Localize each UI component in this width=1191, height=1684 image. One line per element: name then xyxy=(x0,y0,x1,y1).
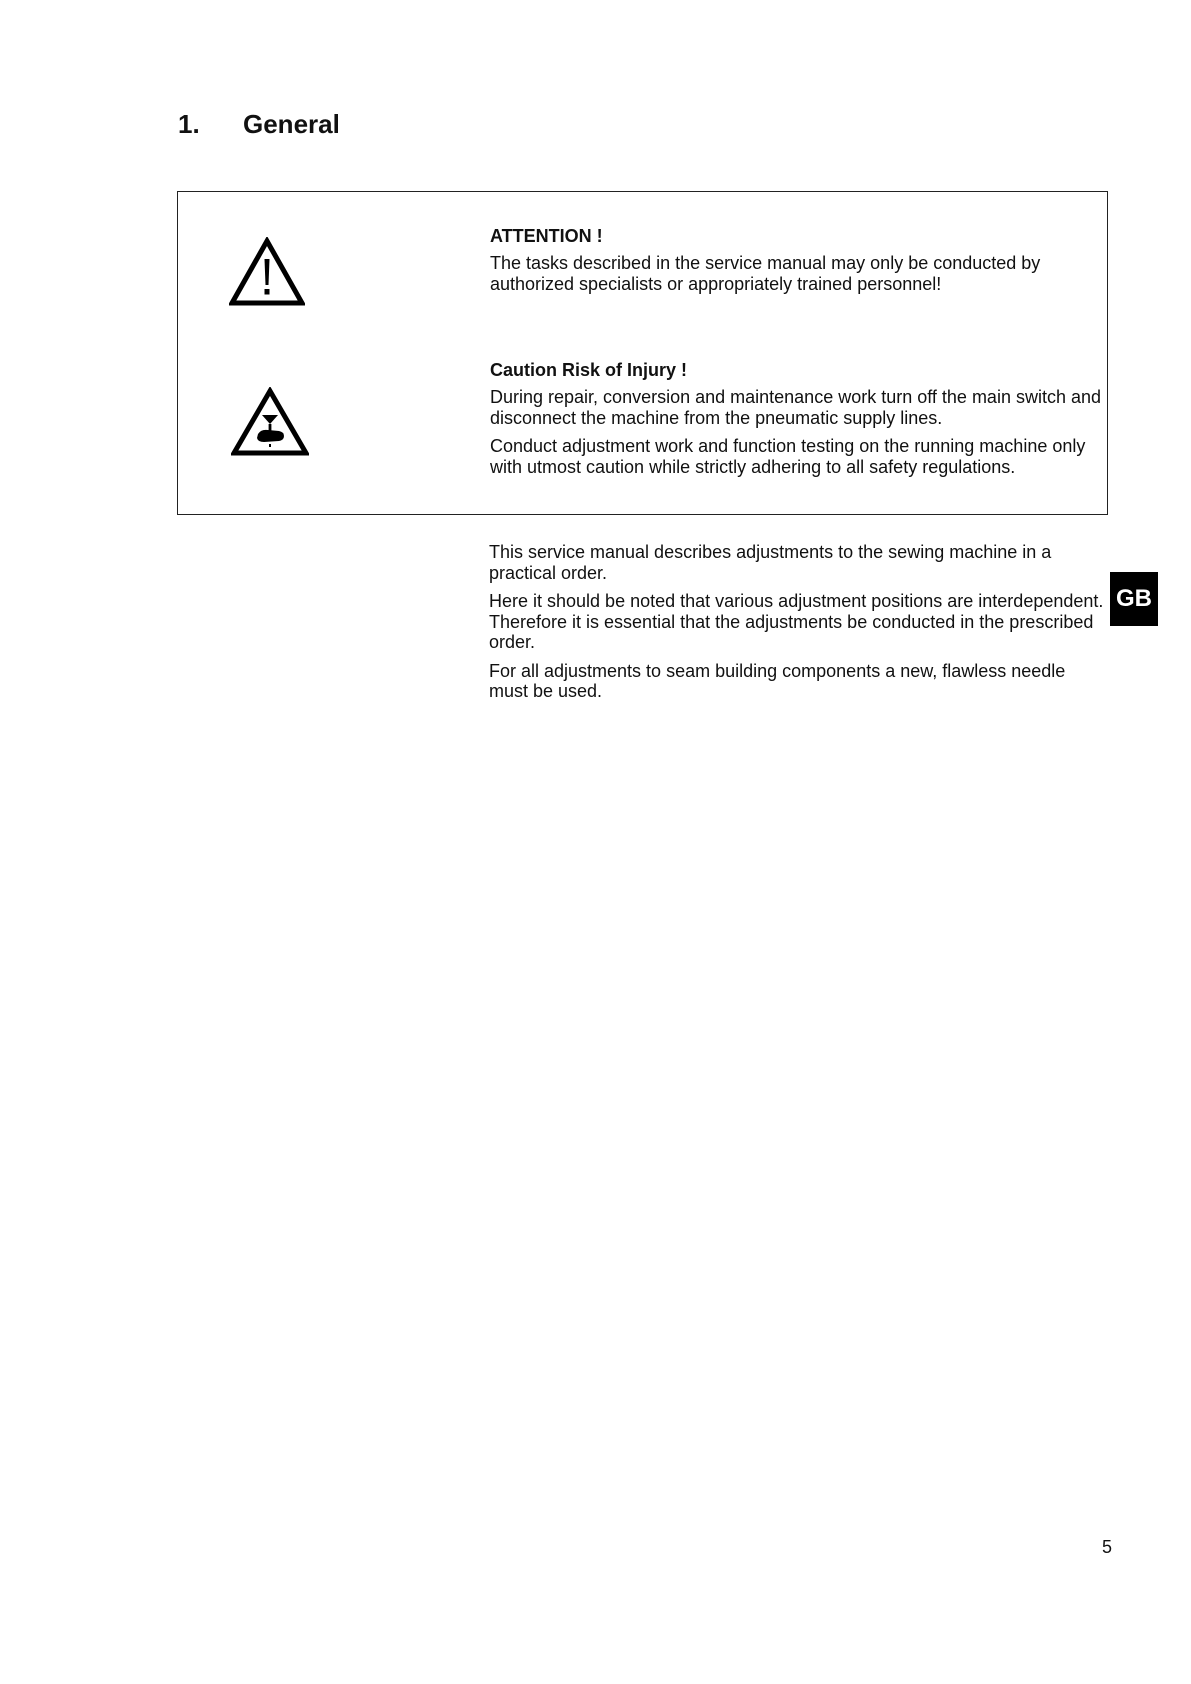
attention-text: The tasks described in the service manual may only be conducted by authorized specialists or appropriately trained personnel! xyxy=(490,253,1041,294)
body-paragraph: This service manual describes adjustments to the sewing machine in a practical order. xyxy=(489,542,1052,583)
injury-title: Caution Risk of Injury ! xyxy=(490,360,688,380)
attention-title: ATTENTION ! xyxy=(490,226,603,246)
risk-of-injury-hand-needle-icon xyxy=(231,387,309,457)
section-number: 1. xyxy=(178,109,200,139)
section-heading xyxy=(178,108,340,140)
attention-notice xyxy=(490,226,1115,302)
safety-notice-box xyxy=(177,191,1108,515)
section-title: General xyxy=(243,109,340,139)
warning-triangle-exclamation-icon xyxy=(229,237,305,307)
body-paragraph: Here it should be noted that various adjustment positions are interdependent. Therefore it is essential that the adjustments be conducted in the prescribed order. xyxy=(489,591,1104,652)
language-tab: GB xyxy=(1110,572,1158,626)
injury-paragraph: During repair, conversion and maintenance work turn off the main switch and disconnect the machine from the pneumatic supply lines. xyxy=(490,387,1101,428)
body-paragraph: For all adjustments to seam building components a new, flawless needle must be used. xyxy=(489,660,1066,701)
injury-paragraph: Conduct adjustment work and function testing on the running machine only with utmost caution while strictly adhering to all safety regulations. xyxy=(490,436,1086,477)
injury-notice xyxy=(490,360,1115,485)
body-text xyxy=(489,542,1104,710)
page-number: 5 xyxy=(1101,1537,1112,1557)
